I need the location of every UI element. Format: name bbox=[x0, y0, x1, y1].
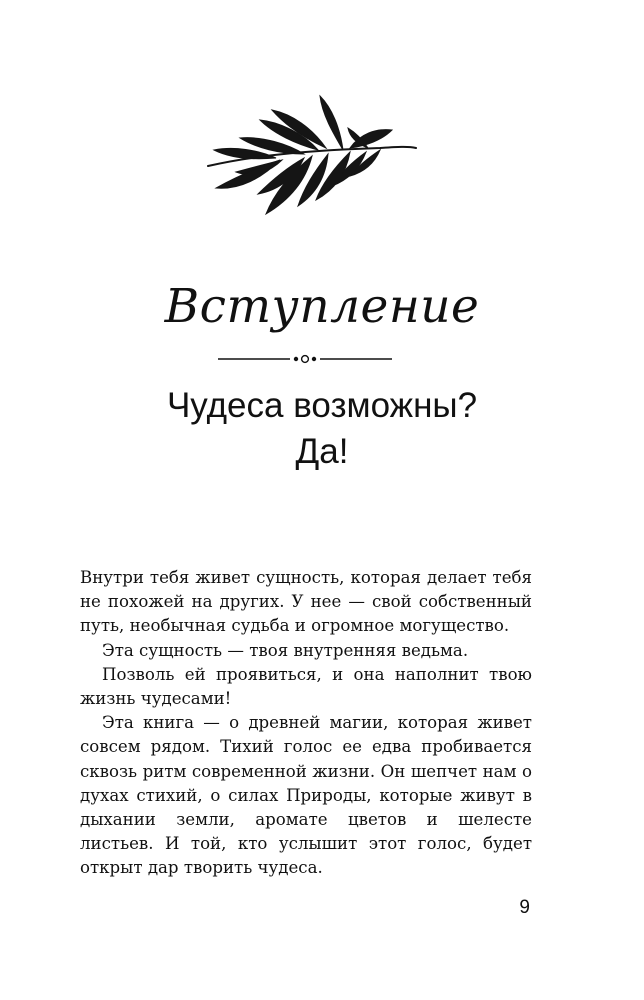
chapter-label: Вступление bbox=[164, 279, 480, 334]
willow-branch-icon bbox=[200, 88, 425, 228]
paragraph: Внутри тебя живет сущность, которая делает тебя не похожей на других. У нее — свой собственный путь, необычная судьба и огромное могущество. bbox=[80, 568, 532, 636]
chapter-title-line-1: Чудеса возможны? bbox=[166, 386, 478, 425]
paragraph: Эта сущность — твоя внутренняя ведьма. bbox=[102, 640, 469, 660]
paragraph: Позволь ей проявиться, и она наполнит твою жизнь чудесами! bbox=[80, 664, 532, 709]
chapter-title bbox=[0, 383, 644, 475]
paragraph: Эта книга — о древней магии, которая живет совсем рядом. Тихий голос ее едва пробивается сквозь ритм современной жизни. Он шепчет нам о духах стихий, о силах Природы, которые живут в дыхании земли, аромате цветов и шелесте листьев. И той, кто услышит этот голос, будет открыт дар творить чудеса. bbox=[80, 713, 532, 878]
chapter-title-line-2: Да! bbox=[295, 432, 349, 471]
body-text bbox=[80, 566, 532, 881]
ornament-divider-icon bbox=[218, 352, 392, 366]
page-number: 9 bbox=[519, 897, 530, 918]
